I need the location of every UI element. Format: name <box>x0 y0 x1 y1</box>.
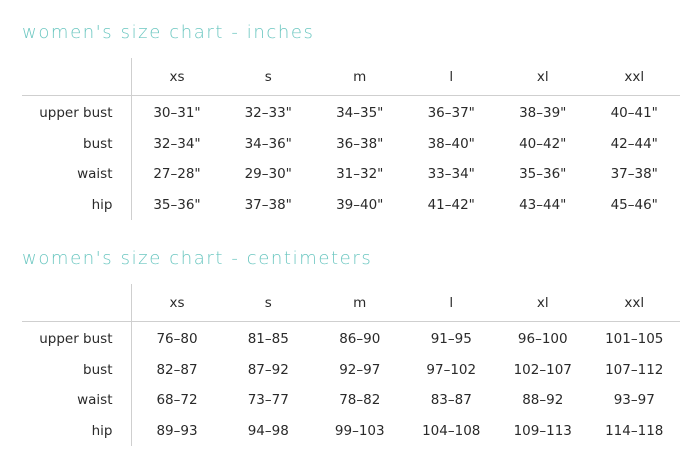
inches-size-table <box>22 58 680 220</box>
measurement-label: upper bust <box>22 96 131 129</box>
size-cell: 38–40" <box>427 135 475 152</box>
size-cell: 35–36" <box>153 196 201 213</box>
size-header-s: s <box>223 284 315 322</box>
size-cell: 31–32" <box>336 166 384 183</box>
size-cell: 32–33" <box>244 105 292 122</box>
size-cell: 33–34" <box>427 166 475 183</box>
size-cell: 43–44" <box>519 196 567 213</box>
size-cell: 42–44" <box>610 135 658 152</box>
size-cell: 73–77 <box>247 392 289 409</box>
size-cell: 93–97 <box>613 392 655 409</box>
size-cell: 40–42" <box>519 135 567 152</box>
table-row <box>22 322 680 355</box>
size-cell: 94–98 <box>247 422 289 439</box>
size-cell: 83–87 <box>430 392 472 409</box>
inches-chart-title: women's size chart - inches <box>22 22 315 43</box>
size-cell: 36–38" <box>336 135 384 152</box>
centimeters-size-table <box>22 284 680 446</box>
size-header-l: l <box>406 58 498 96</box>
size-cell: 81–85 <box>247 331 289 348</box>
size-cell: 107–112 <box>605 361 664 378</box>
size-cell: 97–102 <box>426 361 477 378</box>
size-cell: 102–107 <box>513 361 572 378</box>
size-cell: 96–100 <box>517 331 568 348</box>
header-row <box>22 284 680 322</box>
measurement-label: hip <box>22 190 131 221</box>
table-row <box>22 129 680 160</box>
size-cell: 34–35" <box>336 105 384 122</box>
size-cell: 101–105 <box>605 331 664 348</box>
table-row <box>22 355 680 386</box>
size-cell: 104–108 <box>422 422 481 439</box>
size-header-l: l <box>406 284 498 322</box>
size-cell: 87–92 <box>247 361 289 378</box>
centimeters-chart-title: women's size chart - centimeters <box>22 248 373 269</box>
size-header-s: s <box>223 58 315 96</box>
size-cell: 37–38" <box>610 166 658 183</box>
measurement-label: hip <box>22 416 131 447</box>
header-row <box>22 58 680 96</box>
size-cell: 30–31" <box>153 105 201 122</box>
size-cell: 92–97 <box>339 361 381 378</box>
size-cell: 34–36" <box>244 135 292 152</box>
corner-cell <box>22 284 131 322</box>
size-header-xs: xs <box>131 284 223 322</box>
size-cell: 68–72 <box>156 392 198 409</box>
measurement-label: waist <box>22 159 131 190</box>
table-row <box>22 96 680 129</box>
size-cell: 76–80 <box>156 331 198 348</box>
size-cell: 89–93 <box>156 422 198 439</box>
size-header-xxl: xxl <box>589 58 681 96</box>
size-cell: 82–87 <box>156 361 198 378</box>
size-cell: 78–82 <box>339 392 381 409</box>
measurement-label: waist <box>22 385 131 416</box>
size-cell: 29–30" <box>244 166 292 183</box>
size-cell: 91–95 <box>430 331 472 348</box>
corner-cell <box>22 58 131 96</box>
size-cell: 38–39" <box>519 105 567 122</box>
measurement-label: bust <box>22 355 131 386</box>
size-cell: 37–38" <box>244 196 292 213</box>
size-cell: 36–37" <box>427 105 475 122</box>
size-cell: 109–113 <box>513 422 572 439</box>
size-cell: 99–103 <box>334 422 385 439</box>
table-row <box>22 190 680 221</box>
size-cell: 40–41" <box>610 105 658 122</box>
size-header-xl: xl <box>497 284 589 322</box>
size-cell: 39–40" <box>336 196 384 213</box>
size-cell: 114–118 <box>605 422 664 439</box>
measurement-label: bust <box>22 129 131 160</box>
size-header-xs: xs <box>131 58 223 96</box>
size-cell: 27–28" <box>153 166 201 183</box>
size-header-m: m <box>314 58 406 96</box>
size-cell: 45–46" <box>610 196 658 213</box>
table-row <box>22 416 680 447</box>
table-row <box>22 385 680 416</box>
size-cell: 35–36" <box>519 166 567 183</box>
size-header-xl: xl <box>497 58 589 96</box>
size-header-m: m <box>314 284 406 322</box>
measurement-label: upper bust <box>22 322 131 355</box>
size-cell: 32–34" <box>153 135 201 152</box>
size-header-xxl: xxl <box>589 284 681 322</box>
size-cell: 41–42" <box>427 196 475 213</box>
size-cell: 86–90 <box>339 331 381 348</box>
size-cell: 88–92 <box>522 392 564 409</box>
table-row <box>22 159 680 190</box>
